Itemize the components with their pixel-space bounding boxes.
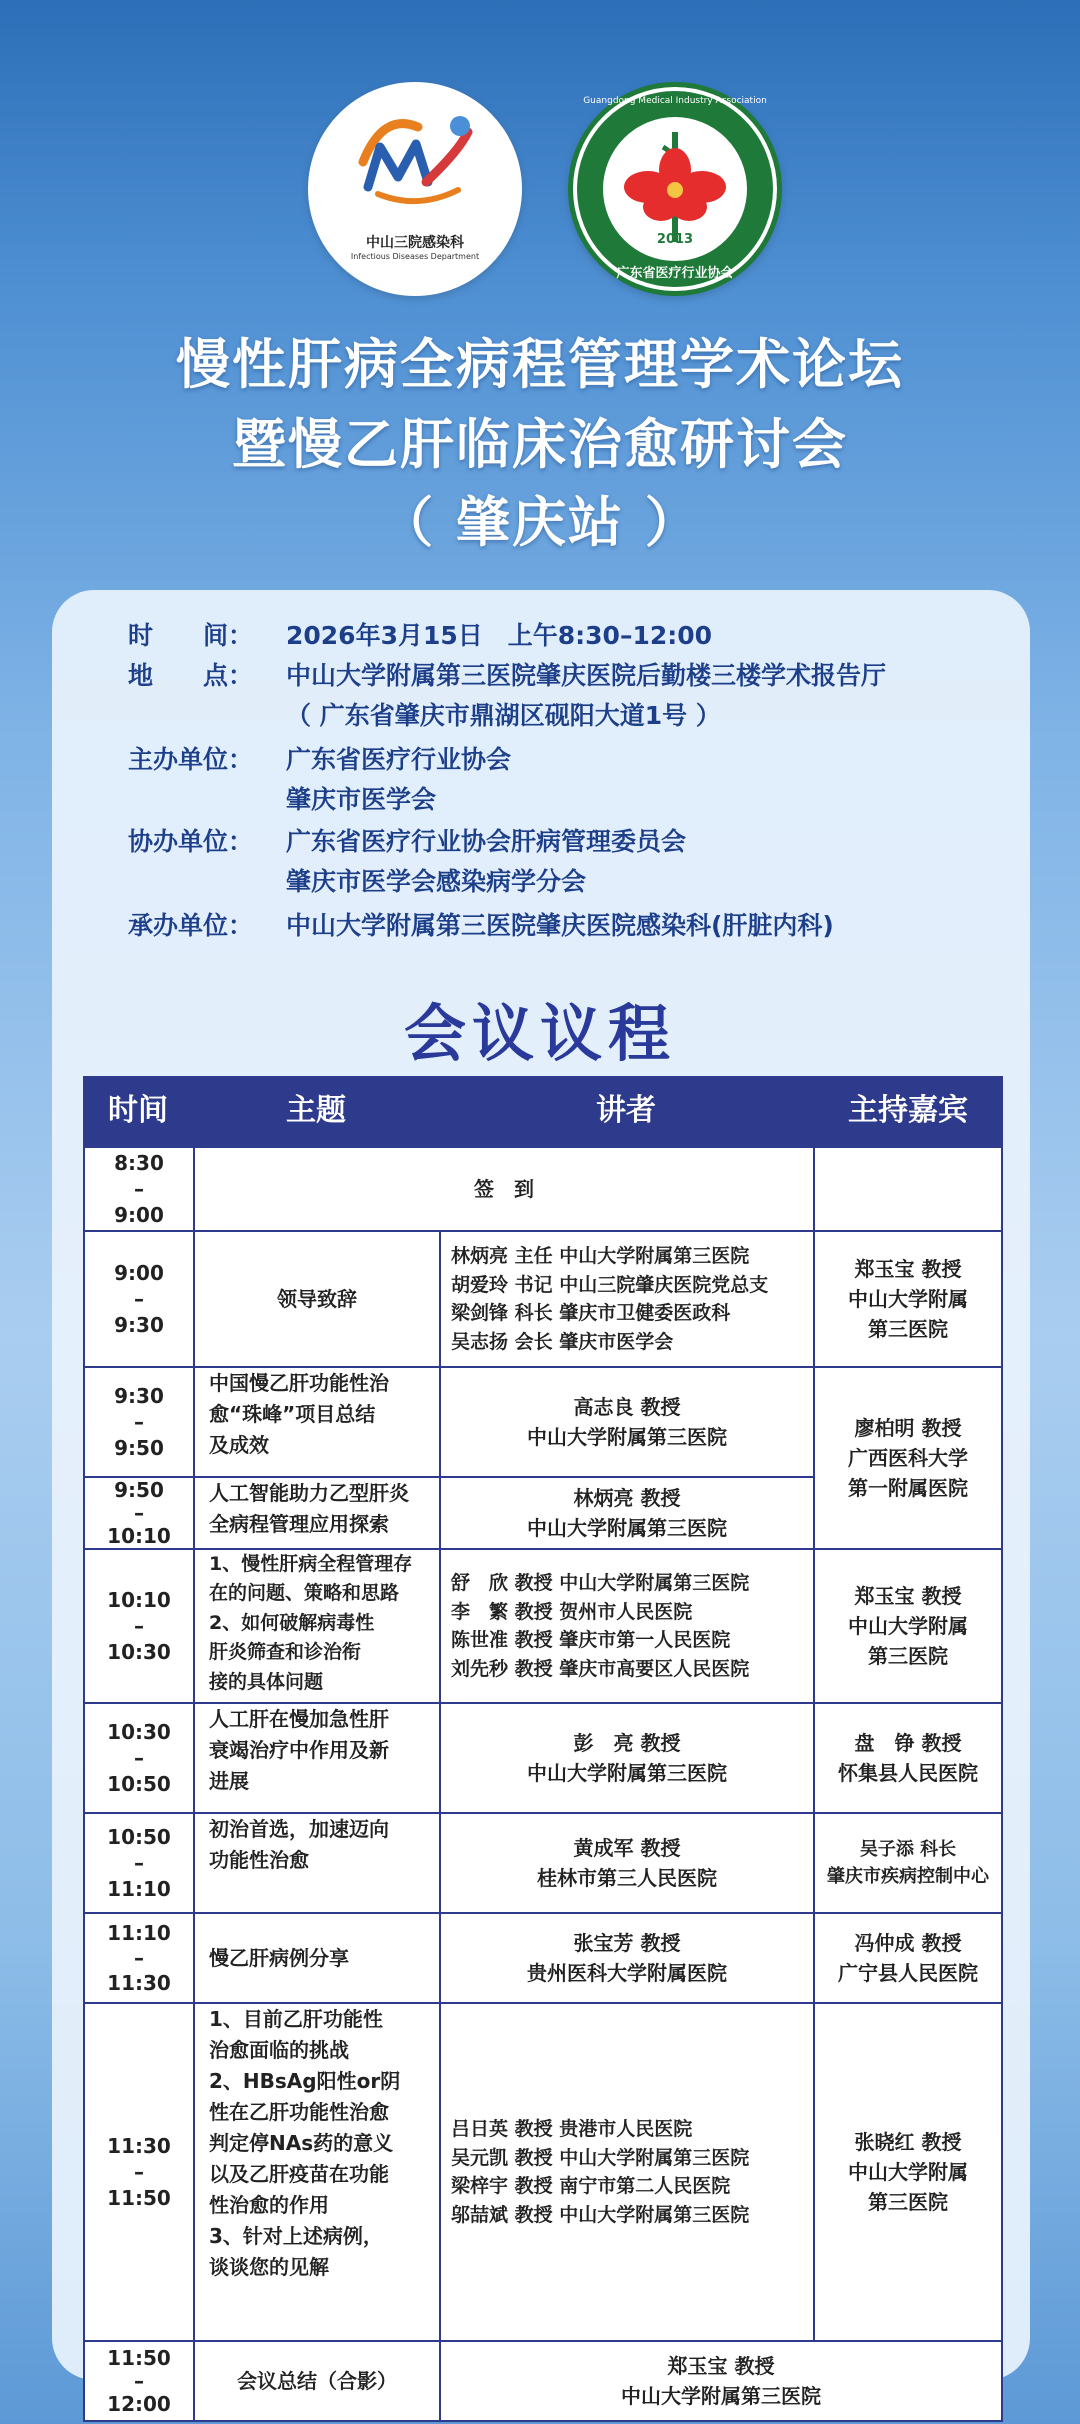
department-logo-mark-icon	[308, 82, 522, 232]
infectious-dept-logo	[308, 82, 522, 296]
host-line: 第三医院	[868, 1644, 948, 1668]
topic-line: 1、慢性肝病全程管理存	[209, 1553, 413, 1575]
host-cell	[815, 1368, 1001, 1550]
time-cell	[85, 1914, 195, 2004]
speaker-cell	[441, 1550, 815, 1704]
speaker-line: 梁梓宇 教授 南宁市第二人民医院	[451, 2175, 731, 2197]
time-sep: –	[134, 1746, 144, 1770]
topic-line: 签 到	[474, 1177, 534, 1201]
speaker-line: 舒 欣 教授 中山大学附属第三医院	[451, 1572, 750, 1594]
speaker-cell	[441, 1478, 815, 1550]
host-line: 郑玉宝 教授	[854, 1584, 962, 1608]
time-end: 9:30	[114, 1313, 164, 1337]
speaker-cell	[441, 1704, 815, 1814]
header-speaker: 讲者	[596, 1093, 656, 1128]
topic-line: 以及乙肝疫苗在功能	[209, 2162, 389, 2186]
topic-line: 治愈面临的挑战	[209, 2038, 349, 2062]
speaker-line: 张宝芳 教授	[573, 1931, 681, 1955]
time-cell	[85, 1368, 195, 1478]
speaker-cell	[441, 1368, 815, 1478]
time-end: 10:10	[107, 1523, 171, 1548]
host-line: 广宁县人民医院	[838, 1961, 978, 1985]
info-row-time	[128, 616, 712, 652]
topic-cell	[195, 2004, 441, 2342]
speaker-line: 郑玉宝 教授	[667, 2354, 775, 2378]
info-value: 肇庆市医学会感染病学分会	[286, 867, 587, 896]
speaker-line: 黄成军 教授	[573, 1836, 681, 1860]
info-label: 承办单位：	[128, 911, 254, 940]
speaker-line: 陈世准 教授 肇庆市第一人民医院	[451, 1629, 731, 1651]
host-line: 怀集县人民医院	[838, 1761, 978, 1785]
time-end: 10:30	[107, 1640, 171, 1664]
host-cell	[815, 1550, 1001, 1704]
speaker-line: 中山大学附属第三医院	[527, 1425, 727, 1449]
time-sep: –	[134, 1410, 144, 1434]
topic-cell	[195, 1550, 441, 1704]
time-start: 8:30	[114, 1151, 164, 1175]
host-line: 廖柏明 教授	[854, 1416, 962, 1440]
info-row-host-unit	[128, 906, 834, 942]
logo-caption: 中山三院感染科	[366, 235, 464, 251]
host-line: 冯仲成 教授	[854, 1931, 962, 1955]
speaker-line: 邬喆斌 教授 中山大学附属第三医院	[451, 2203, 750, 2226]
speaker-line: 吴志扬 会长 肇庆市医学会	[451, 1330, 674, 1353]
speaker-cell	[441, 2342, 1001, 2420]
topic-cell	[195, 1368, 441, 1478]
topic-line: 性治愈的作用	[209, 2193, 329, 2217]
topic-line: 进展	[209, 1769, 249, 1793]
topic-line: 及成效	[209, 1433, 269, 1457]
speaker-line: 高志良 教授	[573, 1395, 681, 1419]
time-cell	[85, 1232, 195, 1368]
time-start: 10:30	[107, 1720, 171, 1744]
speaker-line: 林炳亮 主任 中山大学附属第三医院	[451, 1245, 750, 1267]
info-value: 广东省医疗行业协会肝病管理委员会	[286, 827, 687, 856]
time-end: 10:50	[107, 1772, 171, 1796]
info-label: 协办单位：	[128, 827, 254, 856]
info-row-location	[128, 656, 886, 692]
time-cell	[85, 2342, 195, 2420]
topic-line: 谈谈您的见解	[209, 2255, 329, 2279]
speaker-line: 李 繁 教授 贺州市人民医院	[451, 1600, 693, 1623]
logo-area	[0, 82, 1080, 292]
time-cell	[85, 1550, 195, 1704]
topic-line: 衰竭治疗中作用及新	[209, 1738, 389, 1762]
time-start: 9:30	[114, 1384, 164, 1408]
topic-line: 2、如何破解病毒性	[209, 1611, 375, 1634]
topic-cell	[195, 1814, 441, 1914]
time-sep: –	[134, 1287, 144, 1311]
topic-line: 3、针对上述病例，	[209, 2224, 383, 2248]
page-title-line2: 暨慢乙肝临床治愈研讨会	[232, 413, 848, 476]
speaker-cell	[441, 1914, 815, 2004]
topic-line: 1、目前乙肝功能性	[209, 2007, 383, 2031]
host-line: 中山大学附属	[848, 2160, 968, 2184]
logo-ring-text: Guangdong Medical Industry Association	[583, 96, 767, 106]
table-body	[83, 1146, 1003, 2422]
topic-line: 初治首选，加速迈向	[209, 1817, 389, 1841]
topic-line: 性在乙肝功能性治愈	[209, 2100, 389, 2124]
host-cell	[815, 1232, 1001, 1368]
time-sep: –	[134, 2160, 144, 2184]
topic-line: 接的具体问题	[209, 1670, 324, 1693]
time-sep: –	[134, 1614, 144, 1638]
topic-line: 全病程管理应用探索	[209, 1512, 389, 1536]
time-sep: –	[134, 1851, 144, 1875]
info-label: 时 间：	[128, 621, 254, 650]
speaker-line: 刘先秒 教授 肇庆市高要区人民医院	[451, 1657, 750, 1680]
topic-line: 愈“珠峰”项目总结	[209, 1402, 376, 1426]
info-value: 中山大学附属第三医院肇庆医院感染科(肝脏内科)	[286, 911, 834, 940]
info-value: （ 广东省肇庆市鼎湖区砚阳大道1号 ）	[286, 701, 721, 730]
table-header	[83, 1076, 1003, 1146]
time-start: 9:00	[114, 1261, 164, 1285]
time-end: 12:00	[107, 2391, 171, 2416]
header-host: 主持嘉宾	[848, 1093, 968, 1128]
time-start: 10:10	[107, 1588, 171, 1612]
speaker-cell	[441, 1232, 815, 1368]
info-label: 主办单位：	[128, 745, 254, 774]
signin-cell	[195, 1148, 815, 1232]
speaker-line: 中山大学附属第三医院	[527, 1516, 727, 1540]
logo-bottom-text: 广东省医疗行业协会	[616, 266, 734, 281]
host-cell	[815, 2004, 1001, 2342]
host-line: 第三医院	[868, 1317, 948, 1341]
time-end: 9:50	[114, 1436, 164, 1460]
speaker-line: 吕日英 教授 贵港市人民医院	[451, 2118, 693, 2140]
host-line: 第三医院	[868, 2190, 948, 2214]
topic-cell	[195, 1704, 441, 1814]
info-value: 肇庆市医学会	[286, 785, 437, 814]
speaker-line: 贵州医科大学附属医院	[527, 1961, 727, 1985]
time-start: 11:10	[107, 1920, 171, 1945]
time-sep: –	[134, 1177, 144, 1201]
speaker-line: 胡爱玲 书记 中山三院肇庆医院党总支	[451, 1273, 769, 1296]
time-cell	[85, 1814, 195, 1914]
host-line: 吴子添 科长	[859, 1839, 957, 1860]
topic-line: 判定停NAs药的意义	[209, 2131, 394, 2155]
info-row-coorganizer	[128, 822, 686, 858]
speaker-line: 中山大学附属第三医院	[527, 1761, 727, 1785]
topic-line: 2、HBsAg阳性or阴	[209, 2069, 401, 2093]
time-sep: –	[134, 1945, 144, 1970]
time-start: 11:30	[107, 2134, 171, 2158]
medical-association-logo	[568, 82, 782, 296]
logo-year: 2013	[656, 232, 694, 247]
topic-line: 肝炎筛查和诊治衔	[209, 1641, 362, 1664]
host-line: 中山大学附属	[848, 1614, 968, 1638]
time-cell	[85, 2004, 195, 2342]
topic-line: 会议总结（合影）	[237, 2369, 397, 2393]
speaker-cell	[441, 2004, 815, 2342]
time-start: 10:50	[107, 1825, 171, 1849]
host-cell	[815, 1704, 1001, 1814]
time-start: 11:50	[107, 2345, 171, 2370]
topic-line: 人工智能助力乙型肝炎	[209, 1481, 409, 1505]
agenda-title: 会议议程	[403, 997, 676, 1070]
topic-line: 领导致辞	[277, 1287, 357, 1311]
time-sep: –	[134, 2368, 144, 2393]
info-value: 广东省医疗行业协会	[286, 745, 512, 774]
host-line: 第一附属医院	[848, 1476, 968, 1500]
host-cell	[815, 1814, 1001, 1914]
host-line: 张晓红 教授	[854, 2130, 962, 2154]
topic-line: 人工肝在慢加急性肝	[209, 1707, 389, 1731]
time-end: 9:00	[114, 1203, 164, 1227]
speaker-line: 梁剑锋 科长 肇庆市卫健委医政科	[451, 1302, 731, 1324]
topic-line: 慢乙肝病例分享	[209, 1945, 349, 1970]
time-cell	[85, 1478, 195, 1550]
page-title-line1: 慢性肝病全病程管理学术论坛	[176, 333, 904, 396]
time-cell	[85, 1704, 195, 1814]
time-start: 9:50	[114, 1477, 164, 1502]
info-row-organizer2	[128, 780, 436, 816]
info-value: 中山大学附属第三医院肇庆医院后勤楼三楼学术报告厅	[286, 661, 887, 690]
host-line: 郑玉宝 教授	[854, 1257, 962, 1281]
speaker-line: 桂林市第三人民医院	[537, 1866, 717, 1890]
time-sep: –	[134, 1500, 144, 1525]
speaker-line: 中山大学附属第三医院	[621, 2384, 821, 2408]
info-label: 地 点：	[128, 661, 254, 690]
speaker-line: 吴元凯 教授 中山大学附属第三医院	[451, 2146, 750, 2169]
info-value: 2026年3月15日 上午8:30–12:00	[286, 621, 713, 650]
topic-cell	[195, 1232, 441, 1368]
topic-line: 功能性治愈	[209, 1848, 309, 1872]
speaker-line: 彭 亮 教授	[573, 1731, 681, 1755]
info-row-organizer	[128, 740, 511, 776]
host-cell	[815, 1914, 1001, 2004]
info-row-coorganizer2	[128, 862, 586, 898]
time-end: 11:50	[107, 2186, 171, 2210]
topic-line: 中国慢乙肝功能性治	[209, 1371, 389, 1395]
header-topic: 主题	[286, 1093, 346, 1128]
topic-cell	[195, 1914, 441, 2004]
page-title-line3: （ 肇庆站 ）	[379, 491, 701, 554]
topic-cell	[195, 1478, 441, 1550]
host-line: 盘 铮 教授	[854, 1731, 962, 1755]
speaker-line: 林炳亮 教授	[573, 1486, 681, 1510]
host-line: 肇庆市疾病控制中心	[827, 1866, 989, 1887]
host-line: 广西医科大学	[848, 1446, 968, 1470]
time-end: 11:10	[107, 1877, 171, 1901]
time-end: 11:30	[107, 1970, 171, 1995]
speaker-cell	[441, 1814, 815, 1914]
topic-line: 在的问题、策略和思路	[209, 1582, 400, 1605]
host-line: 中山大学附属	[848, 1287, 968, 1311]
info-row-address	[128, 696, 721, 732]
topic-cell	[195, 2342, 441, 2420]
logo-subcaption: Infectious Diseases Department	[350, 252, 480, 261]
header-time: 时间	[108, 1093, 168, 1128]
time-cell	[85, 1148, 195, 1232]
host-cell-empty	[815, 1148, 1001, 1232]
